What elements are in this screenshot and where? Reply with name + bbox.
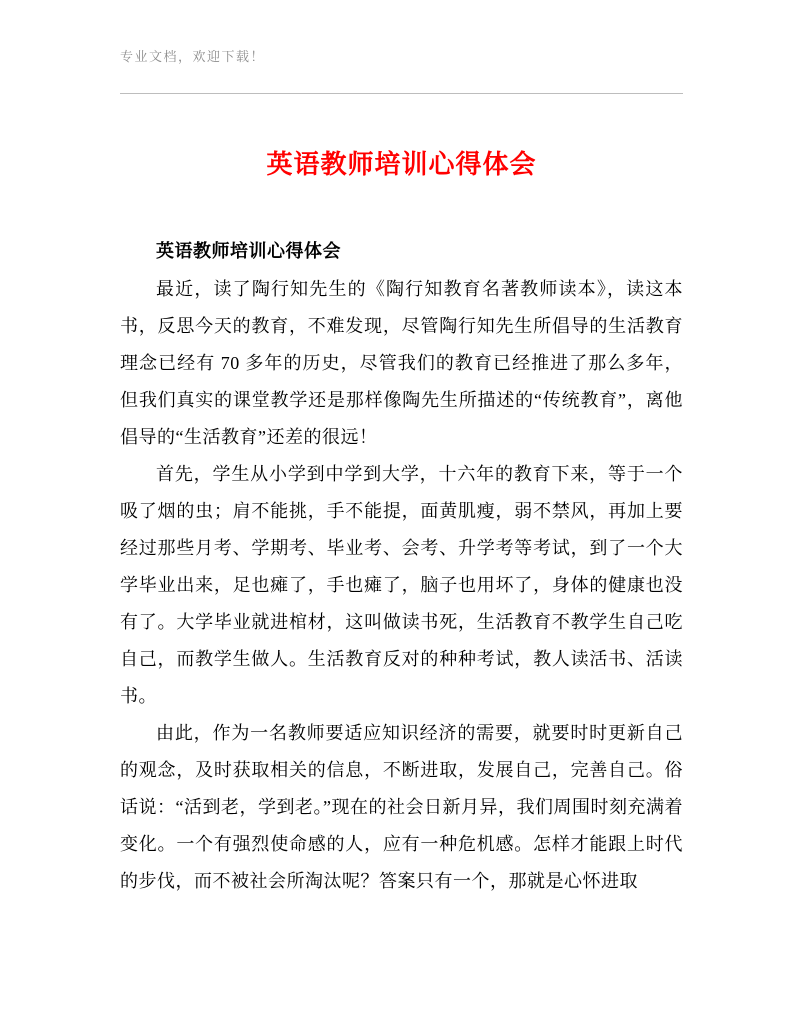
header-divider [120, 93, 683, 94]
header-note: 专业文档，欢迎下载！ [120, 49, 266, 64]
section-heading: 英语教师培训心得体会 [156, 241, 341, 261]
document-body [120, 271, 683, 900]
paragraph: 最近，读了陶行知先生的《陶行知教育名著教师读本》，读这本书，反思今天的教育，不难发现，尽管陶行知先生所倡导的生活教育理念已经有 70 多年的历史，尽管我们的教育已经推进了那么多年，但我们真实的课堂教学还是那样像陶先生所描述的“传统教育”，离他倡导的“生活教育”还差的很远！ [120, 279, 683, 447]
paragraph: 由此，作为一名教师要适应知识经济的需要，就要时时更新自己的观念，及时获取相关的信息，不断进取，发展自己，完善自己。俗话说：“活到老，学到老。”现在的社会日新月异，我们周围时刻充满着变化。一个有强烈使命感的人，应有一种危机感。怎样才能跟上时代的步伐，而不被社会所淘汰呢？答案只有一个，那就是心怀进取 [120, 723, 683, 891]
paragraph: 首先，学生从小学到中学到大学，十六年的教育下来，等于一个吸了烟的虫；肩不能挑，手不能提，面黄肌瘦，弱不禁风，再加上要经过那些月考、学期考、毕业考、会考、升学考等考试，到了一个大学毕业出来，足也瘫了，手也瘫了，脑子也用坏了，身体的健康也没有了。大学毕业就进棺材，这叫做读书死，生活教育不教学生自己吃自己，而教学生做人。生活教育反对的种种考试，教人读活书、活读书。 [120, 464, 683, 706]
page-title: 英语教师培训心得体会 [266, 150, 537, 179]
